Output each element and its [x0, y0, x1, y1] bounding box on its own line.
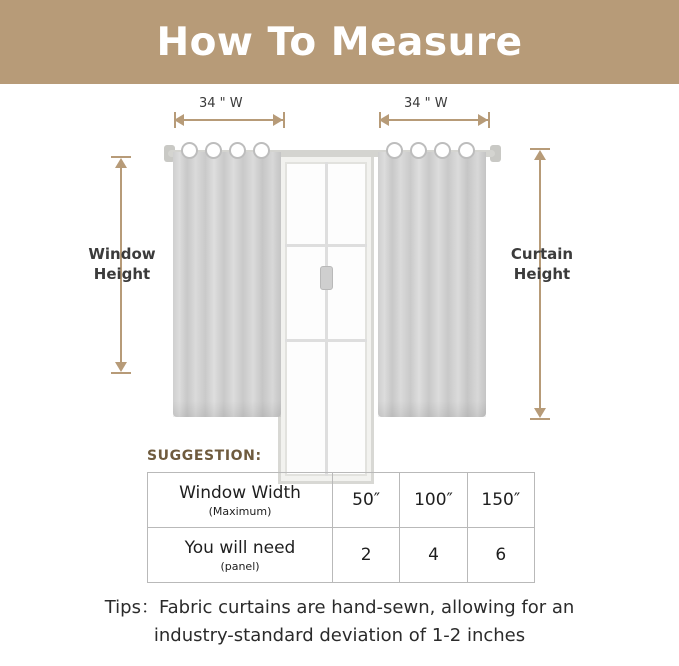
grommet-icon [386, 142, 403, 159]
curtain-height-label-line2: Height [513, 265, 571, 283]
window-handle [320, 266, 333, 290]
grommet-icon [253, 142, 270, 159]
tips-label: Tips： [104, 597, 159, 618]
curtain-hem-left [173, 401, 281, 417]
tips-line-1: Fabric curtains are hand-sewn, allowing for an [158, 597, 575, 618]
curtain-height-arrow-line [539, 152, 541, 416]
window-mullion-horizontal-bottom [285, 339, 367, 342]
cell-panels-6: 6 [467, 528, 534, 583]
table-row [148, 528, 535, 583]
width-arrowhead-right-start [379, 114, 389, 126]
window-height-label [82, 244, 162, 284]
grommet-icon [229, 142, 246, 159]
curtain-height-label-line1: Curtain [510, 245, 574, 263]
window-height-tick-bottom [111, 372, 131, 374]
curtain-height-label [502, 244, 582, 284]
row-header-window-width-main: Window Width [179, 482, 301, 503]
header-banner [0, 0, 679, 84]
curtain-panel-right [378, 152, 486, 417]
width-arrow-line-left [176, 119, 283, 121]
width-arrowhead-left-end [273, 114, 283, 126]
curtain-height-tick-bottom [530, 418, 550, 420]
row-header-you-will-need-sub: (panel) [220, 559, 260, 573]
width-arrowhead-left-start [174, 114, 184, 126]
width-label-right: 34 " W [404, 96, 448, 111]
curtain-hem-right [378, 401, 486, 417]
cell-window-width-50: 50″ [333, 473, 400, 528]
width-tick-left-end [283, 112, 285, 128]
curtain-panel-left [173, 152, 281, 417]
curtain-height-arrowhead-bottom [534, 408, 546, 418]
row-header-you-will-need-main: You will need [184, 537, 296, 558]
tips-text [0, 594, 679, 650]
curtain-diagram [0, 84, 679, 434]
grommet-icon [205, 142, 222, 159]
row-header-window-width [148, 473, 333, 528]
page-title: How To Measure [156, 19, 523, 65]
grommet-icon [181, 142, 198, 159]
window-mullion-vertical [325, 162, 328, 476]
width-tick-right-end [488, 112, 490, 128]
curtain-height-arrowhead-top [534, 150, 546, 160]
table-row [148, 473, 535, 528]
cell-panels-2: 2 [333, 528, 400, 583]
width-arrow-line-right [381, 119, 488, 121]
window-height-arrowhead-top [115, 158, 127, 168]
row-header-window-width-sub: (Maximum) [208, 504, 272, 518]
cell-panels-4: 4 [400, 528, 467, 583]
window-mullion-horizontal-top [285, 244, 367, 247]
row-header-you-will-need [148, 528, 333, 583]
suggestion-title: SUGGESTION: [147, 448, 262, 464]
grommet-icon [410, 142, 427, 159]
grommet-icon [434, 142, 451, 159]
suggestion-table [147, 472, 535, 583]
width-arrowhead-right-end [478, 114, 488, 126]
window-height-arrowhead-bottom [115, 362, 127, 372]
cell-window-width-150: 150″ [467, 473, 534, 528]
grommet-icon [458, 142, 475, 159]
window-height-label-line2: Height [93, 265, 151, 283]
tips-line-2: industry-standard deviation of 1-2 inches [153, 625, 526, 646]
width-label-left: 34 " W [199, 96, 243, 111]
window-height-label-line1: Window [88, 245, 156, 263]
cell-window-width-100: 100″ [400, 473, 467, 528]
